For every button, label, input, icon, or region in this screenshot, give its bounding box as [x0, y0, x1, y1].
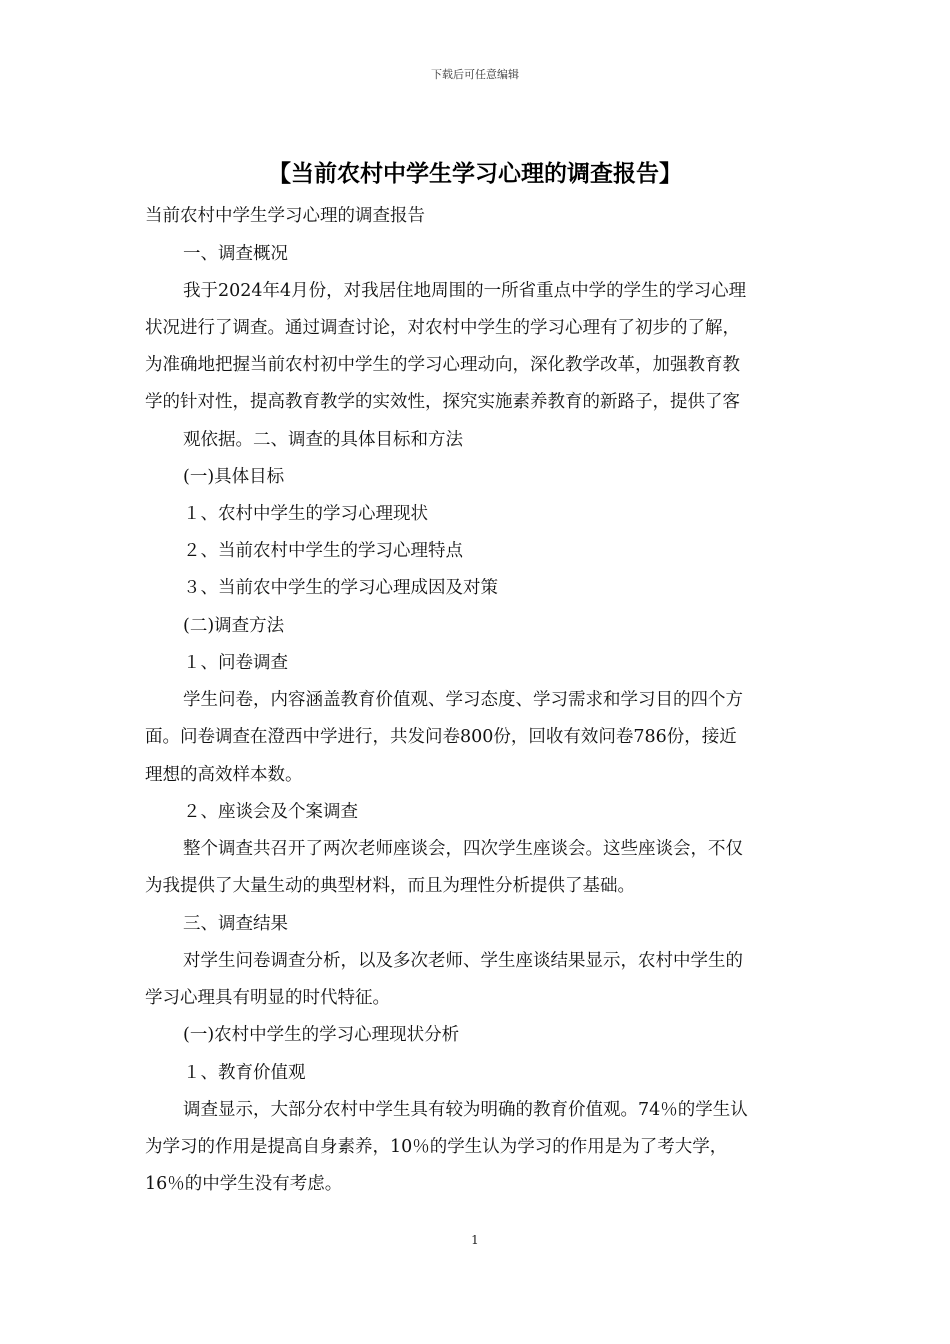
- paragraph-line: 理想的高效样本数。: [145, 765, 303, 785]
- list-item: ２、当前农村中学生的学习心理特点: [183, 541, 463, 561]
- paragraph-line: 我于2024年4月份，对我居住地周围的一所省重点中学的学生的学习心理: [183, 281, 747, 301]
- page-number: 1: [471, 1233, 479, 1247]
- paragraph-line: 16％的中学生没有考虑。: [145, 1174, 343, 1194]
- paragraph-line: 状况进行了调查。通过调查讨论，对农村中学生的学习心理有了初步的了解，: [145, 318, 740, 338]
- subsection-heading: (二)调查方法: [183, 616, 285, 636]
- list-item: １、问卷调查: [183, 653, 288, 673]
- page-header: 下载后可任意编辑: [431, 68, 519, 81]
- paragraph-line: 对学生问卷调查分析，以及多次老师、学生座谈结果显示，农村中学生的: [183, 951, 743, 971]
- subsection-heading: (一)具体目标: [183, 467, 285, 487]
- section-heading: 三、调查结果: [183, 914, 288, 934]
- document-title: 【当前农村中学生学习心理的调查报告】: [268, 160, 682, 187]
- list-item: ２、座谈会及个案调查: [183, 802, 358, 822]
- paragraph-line: 整个调查共召开了两次老师座谈会，四次学生座谈会。这些座谈会，不仅: [183, 839, 743, 859]
- list-item: ３、当前农中学生的学习心理成因及对策: [183, 578, 498, 598]
- list-item: １、农村中学生的学习心理现状: [183, 504, 428, 524]
- section-heading: 一、调查概况: [183, 244, 288, 264]
- paragraph-line: 为准确地把握当前农村初中学生的学习心理动向，深化教学改革，加强教育教: [145, 355, 740, 375]
- paragraph-line: 学生问卷，内容涵盖教育价值观、学习态度、学习需求和学习目的四个方: [183, 690, 743, 710]
- paragraph-line: 学的针对性，提高教育教学的实效性，探究实施素养教育的新路子，提供了客: [145, 392, 740, 412]
- paragraph-line: 为我提供了大量生动的典型材料，而且为理性分析提供了基础。: [145, 876, 635, 896]
- paragraph-line: 面。问卷调查在澄西中学进行，共发问卷800份，回收有效问卷786份，接近: [145, 727, 737, 747]
- subsection-heading: (一)农村中学生的学习心理现状分析: [183, 1025, 460, 1045]
- paragraph-line: 调查显示，大部分农村中学生具有较为明确的教育价值观。74％的学生认: [183, 1100, 748, 1120]
- paragraph-line: 为学习的作用是提高自身素养，10％的学生认为学习的作用是为了考大学，: [145, 1137, 728, 1157]
- subtitle-line: 当前农村中学生学习心理的调查报告: [145, 206, 425, 226]
- list-item: １、教育价值观: [183, 1063, 306, 1083]
- paragraph-line: 观依据。二、调查的具体目标和方法: [183, 430, 463, 450]
- paragraph-line: 学习心理具有明显的时代特征。: [145, 988, 390, 1008]
